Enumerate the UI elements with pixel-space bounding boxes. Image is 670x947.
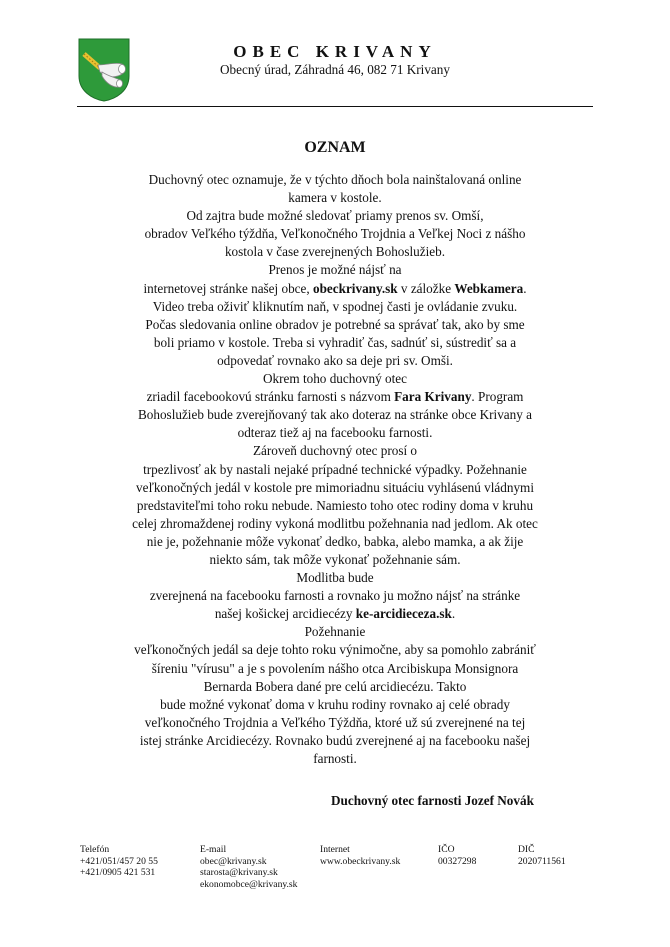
text-segment: v záložke bbox=[397, 280, 455, 296]
coat-of-arms-icon bbox=[78, 38, 130, 102]
notice-line: nie je, požehnanie môže vykonať dedko, babka, alebo mamka, a ak žije bbox=[146, 533, 524, 549]
email-address: obec@krivany.sk bbox=[200, 855, 267, 867]
footer-email bbox=[200, 844, 297, 890]
text-segment: . bbox=[523, 280, 527, 296]
notice-heading: OZNAM bbox=[304, 139, 366, 156]
footer-phone bbox=[80, 844, 158, 879]
notice-line: obradov Veľkého týždňa, Veľkonočného Trojdnia a Veľkej Noci z nášho bbox=[144, 226, 526, 242]
notice-line: odteraz tiež aj na facebooku farnosti. bbox=[237, 425, 433, 441]
notice-line bbox=[100, 605, 570, 623]
text-segment: internetovej stránke našej obce, bbox=[143, 280, 313, 296]
website-address: www.obeckrivany.sk bbox=[320, 855, 401, 867]
notice-line: Bernarda Bobera dané pre celú arcidiecézu. Takto bbox=[203, 678, 467, 694]
notice-line: trpezlivosť ak by nastali nejaké prípadné technické výpadky. Požehnanie bbox=[143, 461, 527, 477]
notice-line: Duchovný otec oznamuje, že v týchto dňoch bola nainštalovaná online bbox=[148, 172, 522, 187]
notice-line: Požehnanie bbox=[304, 624, 366, 640]
notice-line: zverejnená na facebooku farnosti a rovnako ju možno nájsť na stránke bbox=[149, 588, 521, 604]
footer-ico bbox=[438, 844, 476, 867]
phone-number: +421/0905 421 531 bbox=[80, 867, 156, 879]
notice-line: predstaviteľmi toho roku nebude. Namiesto toho otec rodiny doma v kruhu bbox=[136, 497, 534, 513]
notice-line: odpovedať rovnako ako sa deje pri sv. Omši. bbox=[217, 352, 453, 368]
text-segment: . bbox=[451, 606, 456, 622]
municipality-address: Obecný úrad, Záhradná 46, 082 71 Krivany bbox=[220, 62, 450, 77]
notice-line: Bohoslužieb bude zverejňovaný tak ako doteraz na stránke obce Krivany a bbox=[137, 407, 532, 423]
notice-line: farnosti. bbox=[313, 751, 357, 766]
notice-line bbox=[100, 280, 570, 298]
notice-line: Prenos je možné nájsť na bbox=[268, 262, 402, 278]
notice-line: Video treba oživiť kliknutím naň, v spodnej časti je ovládanie zvuku. bbox=[152, 298, 518, 314]
email-address: starosta@krivany.sk bbox=[200, 867, 278, 879]
webcam-tab-name: Webkamera bbox=[454, 280, 524, 296]
text-segment: zriadil facebookovú stránku farnosti s názvom bbox=[146, 389, 395, 405]
notice-line: bude možné vykonať doma v kruhu rodiny rovnako aj celé obrady bbox=[160, 696, 510, 712]
notice-line: Počas sledovania online obradov je potrebné sa správať tak, ako by sme bbox=[145, 316, 525, 332]
footer-label: IČO bbox=[438, 844, 455, 855]
website-link-text: obeckrivany.sk bbox=[312, 280, 398, 296]
notice-line: Modlitba bude bbox=[296, 570, 374, 586]
notice-line: šíreniu "vírusu" a je s povolením nášho otca Arcibiskupa Monsignora bbox=[151, 660, 519, 676]
dic-number: 2020711561 bbox=[518, 855, 566, 867]
notice-line: istej stránke Arcidiecézy. Rovnako budú zverejnené aj na facebooku našej bbox=[139, 732, 531, 748]
notice-line: veľkonočného Trojdnia a Veľkého Týždňa, ktoré už sú zverejnené na tej bbox=[144, 714, 526, 730]
archdiocese-website-text: ke-arcidieceza.sk bbox=[355, 606, 452, 622]
notice-line bbox=[100, 388, 570, 406]
footer-label: DIČ bbox=[518, 844, 535, 855]
notice-line: kamera v kostole. bbox=[288, 190, 382, 206]
ico-number: 00327298 bbox=[438, 855, 477, 867]
notice-line: veľkonočných jedál v kostole pre mimoriadnu situáciu vyhlásenú vládnymi bbox=[136, 479, 534, 495]
notice-line: boli priamo v kostole. Treba si vyhradiť čas, sadnúť si, sústrediť sa a bbox=[153, 334, 517, 350]
email-address: ekonomobce@krivany.sk bbox=[200, 878, 298, 890]
notice-body bbox=[100, 171, 570, 768]
footer-dic bbox=[518, 844, 566, 867]
text-segment: našej košickej arcidiecézy bbox=[214, 606, 356, 622]
municipality-title: OBEC KRIVANY bbox=[233, 42, 437, 61]
notice-line: niekto sám, tak môže vykonať požehnanie sám. bbox=[209, 551, 461, 567]
facebook-page-name: Fara Krivany bbox=[394, 389, 472, 405]
notice-line: celej zhromaždenej rodiny vykoná modlitbu požehnania nad jedlom. Ak otec bbox=[132, 515, 538, 531]
footer-label: E-mail bbox=[200, 844, 227, 855]
text-segment: . Program bbox=[471, 389, 524, 405]
footer-label: Internet bbox=[320, 844, 350, 855]
footer-label: Telefón bbox=[80, 844, 110, 855]
notice-line: veľkonočných jedál sa deje tohto roku výnimočne, aby sa pomohlo zabrániť bbox=[134, 642, 536, 658]
signature: Duchovný otec farnosti Jozef Novák bbox=[331, 793, 534, 808]
header-divider bbox=[77, 106, 593, 107]
notice-line: Zároveň duchovný otec prosí o bbox=[252, 443, 418, 459]
notice-line: Od zajtra bude možné sledovať priamy prenos sv. Omší, bbox=[186, 208, 484, 224]
notice-line: kostola v čase zverejnených Bohoslužieb. bbox=[224, 244, 446, 260]
footer-internet bbox=[320, 844, 400, 867]
notice-line: Okrem toho duchovný otec bbox=[263, 371, 407, 387]
phone-number: +421/051/457 20 55 bbox=[80, 855, 158, 867]
